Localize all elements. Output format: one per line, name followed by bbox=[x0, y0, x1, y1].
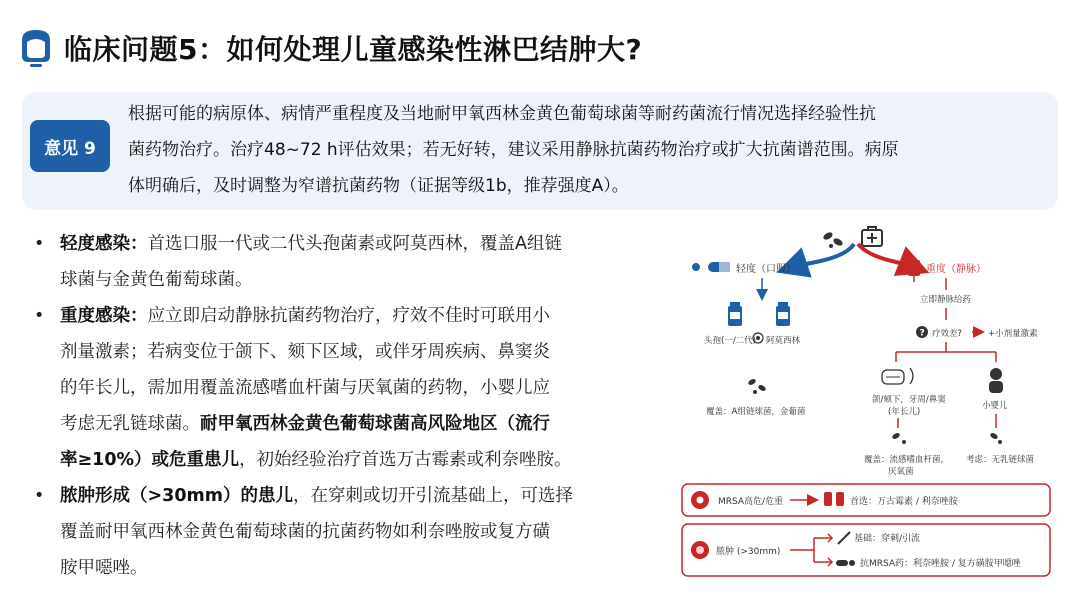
baby-icon bbox=[989, 368, 1003, 393]
opinion-box bbox=[22, 92, 1058, 210]
severe-emphasis: 率≥10%）或危重患儿 bbox=[60, 450, 240, 470]
drug-amoxicillin: 阿莫西林 bbox=[766, 336, 801, 346]
severe-route-label: 重度（静脉） bbox=[926, 264, 986, 275]
teeth-icon bbox=[882, 368, 913, 384]
abscess-anti-mrsa: 抗MRSA药：利奈唑胺 / 复方磺胺甲噁唑 bbox=[860, 559, 1021, 569]
severe-text: 的年长儿，需加用覆盖流感嗜血杆菌与厌氧菌的药物，小婴儿应 bbox=[60, 378, 550, 398]
opinion-line: 菌药物治疗。治疗48~72 h评估效果；若无好转，建议采用静脉抗菌药物治疗或扩大抗菌谱范围。病原 bbox=[128, 140, 899, 160]
medicine-bottle-icon bbox=[728, 302, 790, 326]
abscess-text: 覆盖耐甲氧西林金黄色葡萄球菌的抗菌药物如利奈唑胺或复方磺 bbox=[60, 522, 550, 542]
bullet-mild bbox=[30, 226, 655, 298]
bacteria-icon bbox=[891, 432, 1002, 444]
severe-label: 重度感染： bbox=[60, 306, 148, 326]
severe-text: 剂量激素；若病变位于颌下、颏下区域，或伴牙周疾病、鼻窦炎 bbox=[60, 342, 550, 362]
bullet-dot: • bbox=[34, 486, 45, 506]
bullet-list bbox=[30, 226, 655, 586]
opinion-line: 体明确后，及时调整为窄谱抗菌药物（证据等级1b，推荐强度A）。 bbox=[128, 176, 629, 196]
iv-start-label: 立即静脉给药 bbox=[920, 295, 972, 305]
bullet-dot: • bbox=[34, 234, 45, 254]
abscess-basic: 基础：穿刺/引流 bbox=[854, 534, 921, 544]
biohazard-icon bbox=[691, 491, 709, 509]
abscess-icon bbox=[691, 541, 709, 559]
severe-text: ，初始经验治疗首选万古霉素或利奈唑胺。 bbox=[239, 450, 572, 470]
branch-older-child-note: (年长儿) bbox=[888, 407, 921, 417]
abscess-text: ，在穿刺或切开引流基础上，可选择 bbox=[293, 486, 573, 506]
drug-cephalosporin: 头孢(一/二代) bbox=[704, 336, 756, 346]
severe-emphasis: 耐甲氧西林金黄色葡萄球菌高风险地区（流行 bbox=[200, 414, 550, 434]
iv-bag-icon bbox=[908, 260, 920, 282]
bacteria-icon bbox=[822, 231, 844, 248]
mrsa-label: MRSA高危/危重 bbox=[718, 497, 784, 507]
bullet-dot: • bbox=[34, 306, 45, 326]
opinion-badge: 意见 9 bbox=[30, 120, 110, 172]
severe-text: 考虑无乳链球菌。 bbox=[60, 414, 200, 434]
mild-text: 首选口服一代或二代头孢菌素或阿莫西林，覆盖A组链 bbox=[147, 234, 562, 254]
branch-infant: 小婴儿 bbox=[982, 401, 1008, 411]
title-row bbox=[18, 28, 642, 68]
bacteria-icon bbox=[747, 378, 766, 394]
mild-text: 球菌与金黄色葡萄球菌。 bbox=[60, 270, 253, 290]
page-title: 临床问题5：如何处理儿童感染性淋巴结肿大? bbox=[64, 33, 643, 66]
opinion-line: 根据可能的病原体、病情严重程度及当地耐甲氧西林金黄色葡萄球菌等耐药菌流行情况选择经验性抗 bbox=[128, 104, 876, 124]
coverage-older-child: 覆盖：流感嗜血杆菌， bbox=[864, 455, 950, 465]
svg-text:?: ? bbox=[919, 328, 925, 339]
opinion-text bbox=[128, 96, 1040, 204]
abscess-text: 胺甲噁唑。 bbox=[60, 558, 148, 578]
mild-coverage: 覆盖：A组链球菌，金葡菌 bbox=[706, 407, 806, 417]
abscess-label: 脓肿形成（>30mm）的患儿 bbox=[60, 486, 293, 506]
bullet-abscess bbox=[30, 478, 655, 586]
coverage-older-child-2: 厌氧菌 bbox=[888, 467, 914, 477]
efficacy-question: 疗效差? bbox=[932, 329, 963, 339]
bullet-severe bbox=[30, 298, 655, 478]
treatment-flow-diagram bbox=[676, 222, 1056, 582]
branch-older-child: 颌/颏下，牙周/鼻窦 bbox=[872, 395, 946, 405]
doctor-avatar-icon bbox=[18, 28, 54, 68]
medical-kit-icon bbox=[862, 227, 882, 246]
mild-route-label: 轻度（口服） bbox=[736, 264, 796, 275]
coverage-infant: 考虑：无乳链球菌 bbox=[966, 455, 1035, 465]
abscess-diagram-label: 脓肿 (>30mm) bbox=[716, 547, 781, 557]
add-steroid-label: +小剂量激素 bbox=[988, 329, 1038, 339]
mild-label: 轻度感染： bbox=[60, 234, 148, 254]
severe-text: 应立即启动静脉抗菌药物治疗，疗效不佳时可联用小 bbox=[147, 306, 550, 326]
pills-icon bbox=[836, 560, 855, 566]
mrsa-choice: 首选：万古霉素 / 利奈唑胺 bbox=[850, 497, 958, 507]
capsule-icon bbox=[692, 262, 730, 272]
